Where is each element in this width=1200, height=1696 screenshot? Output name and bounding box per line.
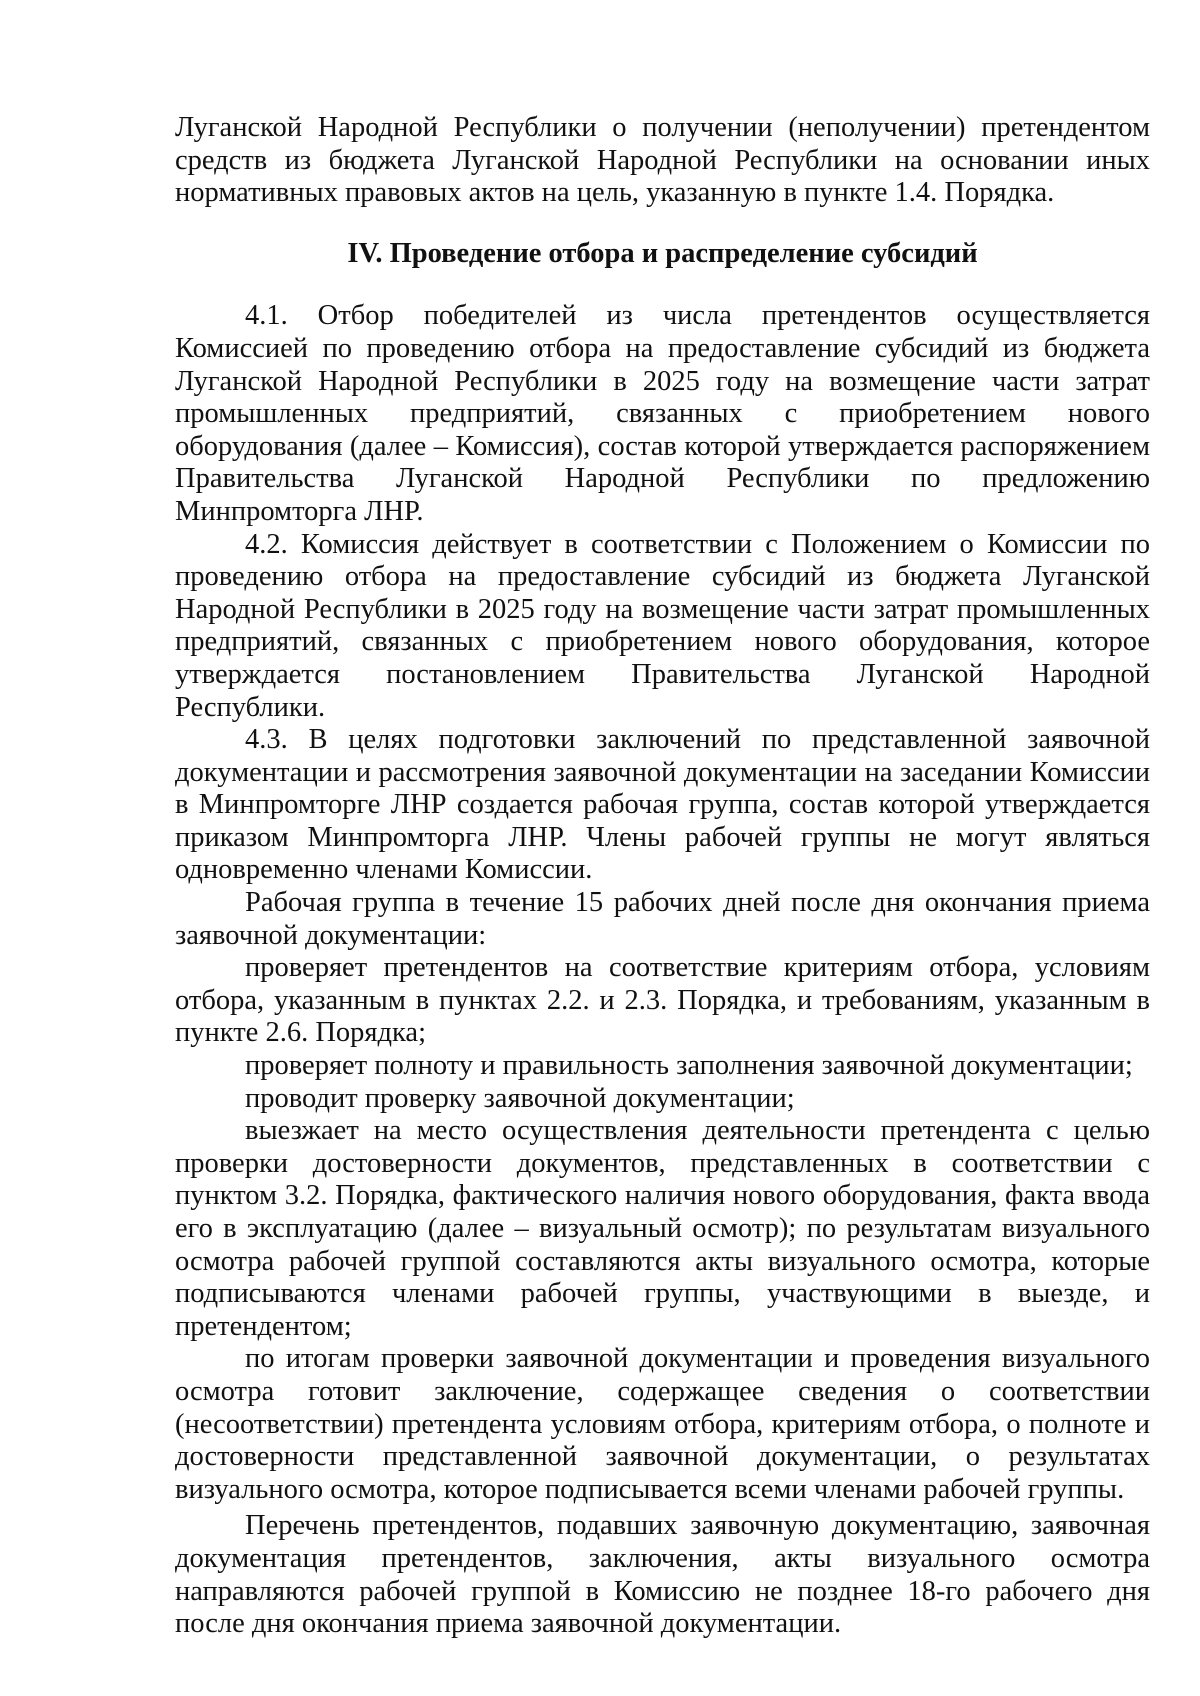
list-item-site-visit: выезжает на место осуществления деятельности претендента с целью проверки достоверности документов, представленных в соответствии с пунктом 3.2. Порядка, фактического наличия нового оборудования, факта ввода его в эксплуатацию (далее – визуальный осмотр); по результатам визуального осмотра рабочей группой составляются акты визуального осмотра, которые подписываются членами рабочей группы, участвующими в выезде, и претендентом;: [175, 1115, 1150, 1342]
list-item-checks-applicants: проверяет претендентов на соответствие критериям отбора, условиям отбора, указанным в пунктах 2.2. и 2.3. Порядка, и требованиям, указанным в пункте 2.6. Порядка;: [175, 952, 1150, 1049]
list-item-conclusion: по итогам проверки заявочной документации и проведения визуального осмотра готовит заключение, содержащее сведения о соответствии (несоответствии) претендента условиям отбора, критериям отбора, о полноте и достоверности представленной заявочной документации, о результатах визуального осмотра, которое подписывается всеми членами рабочей группы.: [175, 1343, 1150, 1505]
paragraph-working-group: Рабочая группа в течение 15 рабочих дней после дня окончания приема заявочной документации:: [175, 887, 1150, 951]
paragraph-4-3: 4.3. В целях подготовки заключений по представленной заявочной документации и рассмотрения заявочной документации на заседании Комиссии в Минпромторге ЛНР создается рабочая группа, состав которой утверждается приказом Минпромторга ЛНР. Члены рабочей группы не могут являться одновременно членами Комиссии.: [175, 724, 1150, 886]
intro-paragraph: Луганской Народной Республики о получении (неполучении) претендентом средств из бюджета Луганской Народной Республики на основании иных нормативных правовых актов на цель, указанную в пункте 1.4. Порядка.: [175, 112, 1150, 209]
section-heading: IV. Проведение отбора и распределение субсидий: [347, 237, 978, 269]
document-body: [175, 112, 1150, 1641]
list-item-checks-completeness: проверяет полноту и правильность заполнения заявочной документации;: [245, 1050, 1133, 1082]
paragraph-4-2: 4.2. Комиссия действует в соответствии с Положением о Комиссии по проведению отбора на предоставление субсидий из бюджета Луганской Народной Республики в 2025 году на возмещение части затрат промышленных предприятий, связанных с приобретением нового оборудования, которое утверждается постановлением Правительства Луганской Народной Республики.: [175, 528, 1150, 723]
paragraph-submission: Перечень претендентов, подавших заявочную документацию, заявочная документация претендентов, заключения, акты визуального осмотра направляются рабочей группой в Комиссию не позднее 18-го рабочего дня после дня окончания приема заявочной документации.: [175, 1510, 1150, 1640]
list-item-verification: проводит проверку заявочной документации;: [245, 1082, 795, 1114]
paragraph-4-1: 4.1. Отбор победителей из числа претендентов осуществляется Комиссией по проведению отбора на предоставление субсидий из бюджета Луганской Народной Республики в 2025 году на возмещение части затрат промышленных предприятий, связанных с приобретением нового оборудования (далее – Комиссия), состав которой утверждается распоряжением Правительства Луганской Народной Республики по предложению Минпромторга ЛНР.: [175, 300, 1150, 527]
